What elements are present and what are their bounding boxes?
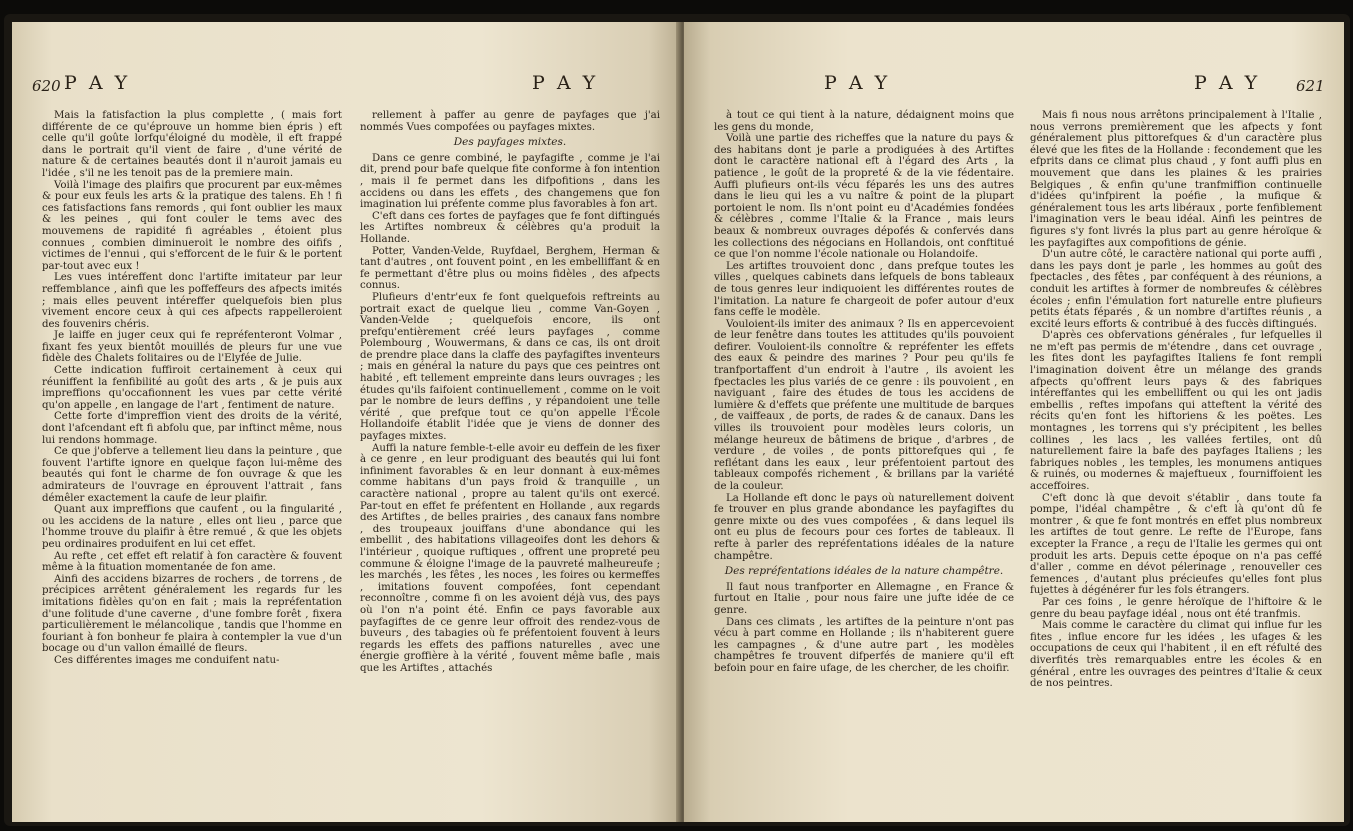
paragraph: Les vues intéreffent donc l'artifte imitateur par leur reffemblance , ainfi que les poffeffeurs des afpects imités ; mais elles peuvent intéreffer quelquefois bien plus vivement encore ceux à qui ces afpects rappelleroient des fouvenirs chéris. bbox=[42, 272, 342, 330]
section-heading: Des payfages mixtes. bbox=[453, 136, 567, 149]
paragraph: Au refte , cet effet eft relatif à fon caractère & fouvent même à la fituation momentanée de fon ame. bbox=[42, 550, 342, 574]
paragraph: Ainfi des accidens bizarres de rochers , de torrens , de précipices arrêtent généralement les regards fur les imitations fidèles qu'on en fait ; mais la repréfentation d'une folitude d'une caverne , d'une fombre forêt , fixera particulièrement le mélancolique , tandis que l'homme en fouriant à fon bonheur fe plaira à contempler la vue d'un bocage ou d'un vallon émaillé de fleurs. bbox=[42, 573, 342, 655]
page-number: 621 bbox=[1296, 77, 1325, 95]
paragraph: Quant aux impreffions que caufent , ou la fingularité , ou les accidens de la nature , elles ont lieu , parce que l'homme trouve du plaifir à être remué , & que les objets peu ordinaires produifent en lui cet effet. bbox=[42, 504, 342, 550]
paragraph: Dans ces climats , les artiftes de la peinture n'ont pas vécu à part comme en Hollande ; ils n'habiterent guere les campagnes , & d'une autre part , les modèles champêtres fe trouvent difperfés de maniere qu'il eft befoin pour en faire ufage, de les chercher, de les choifir. bbox=[714, 616, 1014, 674]
left-page bbox=[12, 22, 682, 822]
paragraph: La Hollande eft donc le pays où naturellement doivent fe trouver en plus grande abondance les payfagiftes du genre mixte ou des vues compofées , & dans lequel ils ont eu plus de fecours pour ces fortes de tableaux. Il refte à parler des repréfentations idéales de la nature champêtre. bbox=[714, 492, 1014, 562]
paragraph: D'un autre côté, le caractère national qui porte auffi , dans les pays dont je parle , les hommes au goût des fpectacles , des fêtes , par conféquent à des réunions, a conduit les artiftes à former de nombreufes & célèbres écoles ; enfin l'émulation fort naturelle entre plufieurs petits états féparés , & un nombre d'artiftes réunis , a excité leurs efforts & contribué à des fuccès diftingués. bbox=[1030, 249, 1322, 330]
text-column-2 bbox=[1030, 110, 1322, 690]
paragraph: Mais fi nous nous arrêtons principalement à l'Italie , nous verrons premièrement que les afpects y font généralement plus pittorefques & d'un caractère plus élevé que les fites de la Hollande : fecondement que les efprits dans ce climat plus chaud , y font auffi plus en mouvement que dans les plaines & les prairies Belgiques , & enfin qu'une tranfmiffion continuelle d'idées qu'infpirent la poéfie , la mufique & généralement tous les arts libéraux , porte fenfiblement l'imagination vers le beau idéal. Ainfi les peintres de figures s'y font livrés la plus part au genre héroïque & les payfagiftes aux compofitions de génie. bbox=[1030, 110, 1322, 249]
paragraph: Cette indication fuffiroit certainement à ceux qui réuniffent la fenfibilité au goût des arts , & je puis aux impreffions qu'occafionnent les vues par cette vérité qu'on appelle , en langage de l'art , fentiment de nature. bbox=[42, 365, 342, 411]
paragraph: Je laiffe en juger ceux qui fe repréfenteront Volmar , fixant fes yeux bientôt mouillés de pleurs fur une vue fidèle des Chalets folitaires ou de l'Elyfée de Julie. bbox=[42, 330, 342, 365]
page-number: 620 bbox=[32, 77, 61, 95]
paragraph: Ce que j'obferve a tellement lieu dans la peinture , que fouvent l'artifte ignore en quelque façon lui-même des beautés qui font le charme de fon ouvrage & que les admirateurs de l'ouvrage en éprouvent l'attrait , fans démêler exactement la caufe de leur plaifir. bbox=[42, 446, 342, 504]
paragraph: Voilà une partie des richeffes que la nature du pays & des habitans dont je parle a prodiguées à des Artiftes dont le caractère national eft à l'égard des Arts , la patience , le goût de la propreté & de la vie fédentaire. Auffi plufieurs ont-ils vécu féparés les uns des autres dans le lieu qui les a vu naître & point de la plupart portoient le nom. Ils n'ont point eu d'Académies fondées & célèbres , comme l'Italie & la France , mais leurs beaux & nombreux ouvrages dépofés & confervés dans les collections des négocians en Hollandois, ont conftitué ce que l'on nomme l'école nationale ou Holandoife. bbox=[714, 133, 1014, 261]
paragraph: Par ces foins , le genre héroïque de l'hiftoire & le genre du beau payfage idéal , nous ont été tranfmis. bbox=[1030, 596, 1322, 620]
paragraph: D'après ces obfervations générales , fur lefquelles il ne m'eft pas permis de m'étendre , dans cet ouvrage , les fites dont les payfagiftes Italiens fe font rempli l'imagination doivent être un mélange des grands afpects qu'offrent leurs pays & des fabriques intéreffantes qui les embelliffent ou qui les ont jadis embellis , reftes impofans qui atteftent la vérité des récits qu'en font les hiftoriens & les poëtes. Les montagnes , les torrens qui s'y précipitent , les belles collines , les lacs , les vallées fertiles, ont dû naturellement faire la bafe des payfages Italiens ; les fabriques nobles , les temples, les monumens antiques & ruinés, ou modernes & majeftueux , fourniffoient les acceffoires. bbox=[1030, 330, 1322, 492]
running-head: P A Y bbox=[64, 72, 131, 94]
paragraph: Ces différentes images me conduifent natu- bbox=[54, 654, 280, 666]
paragraph: Il faut nous tranfporter en Allemagne , en France & furtout en Italie , pour nous faire une jufte idée de ce genre. bbox=[714, 581, 1014, 616]
book-spread bbox=[4, 14, 1350, 826]
paragraph: Auffi la nature femble-t-elle avoir eu deffein de les fixer à ce genre , en leur prodiguant des beautés qui lui font infiniment favorables & en leur donnant à eux-mêmes comme habitans d'un pays froid & tranquille , un caractère national , propre au talent qu'ils ont exercé. Par-tout en effet fe préfentent en Hollande , aux regards des Artiftes , de belles prairies , des canaux fans nombre , des troupeaux jouiffans d'une abondance qui les embellit , des habitations villageoifes dont les dehors & l'intérieur , quoique ruftiques , offrent une propreté peu commune & éloigne l'image de la pauvreté malheureufe ; les marchés , les fêtes , les noces , les foires ou kermeffes , imitations fouvent compofées, font cependant reconnoître , comme fi on les avoient déjà vus, des pays où l'on n'a point été. Enfin ce pays favorable aux payfagiftes de ce genre leur offroit des rendez-vous de buveurs , des tabagies où fe préfentoient fouvent à leurs regards les effets des paffions naturelles , avec une énergie groffière à la vérité , fouvent même bafle , mais que les Artiftes , attachés bbox=[360, 442, 660, 674]
section-heading: Des repréfentations idéales de la nature champêtre. bbox=[724, 565, 1004, 578]
paragraph: Vouloient-ils imiter des animaux ? Ils en appercevoient de leur fenêtre dans toutes les attitudes qu'ils pouvoient defirer. Vouloient-ils connoître & repréfenter les effets des eaux & peindre des marines ? Pour peu qu'ils fe tranfportaffent d'un endroit à l'autre , ils avoient les fpectacles les plus variés de ce genre : ils pouvoient , en naviguant , faire des études de tous les accidens de lumière & d'effets que préfente une multitude de barques , de vaiffeaux , de ports, de rades & de canaux. Dans les villes ils trouvoient pour modèles leurs coloris, un mélange heureux de bâtimens de brique , d'arbres , de verdure , de voiles , de ponts pittorefques qui , fe reflétant dans les eaux , leur préfentoient partout des tableaux compofés richement , & brillans par la variété de la couleur. bbox=[714, 318, 1014, 492]
running-head: P A Y bbox=[824, 72, 891, 94]
text-column-1 bbox=[714, 110, 1014, 675]
paragraph: Plufieurs d'entr'eux fe font quelquefois reftreints au portrait exact de quelque lieu , comme Van-Goyen , Vanden-Velde ; quelquefois encore, ils ont prefqu'entièrement créé leurs payfages , comme Polembourg , Wouwermans, & dans ce cas, ils ont droit de prendre place dans la claffe des payfagiftes inventeurs ; mais en général la nature du pays que ces peintres ont habité , eft tellement empreinte dans leurs ouvrages ; les études qu'ils faifoient continuellement , comme on le voit par le nombre de leurs deffins , y répandoient une telle vérité , que prefque tout ce qu'on appelle l'École Hollandoife établit l'idée que je viens de donner des payfages mixtes. bbox=[360, 291, 660, 443]
running-head: P A Y bbox=[532, 72, 599, 94]
paragraph: Voilà l'image des plaifirs que procurent par eux-mêmes & pour eux feuls les arts & la pratique des talens. Eh ! fi ces fatisfactions fans remords , qui font oublier les maux & les peines , qui font couler le tems avec des mouvemens de rapidité fi agréables , étoient plus connues , combien diminueroit le nombre des oififs , victimes de l'ennui , qui s'efforcent de le fuir & le portent par-tout avec eux ! bbox=[42, 179, 342, 272]
text-column-2 bbox=[360, 110, 660, 675]
paragraph: Dans ce genre combiné, le payfagifte , comme je l'ai dit, prend pour bafe quelque fite conforme à fon intention , mais il fe permet dans les difpofitions , dans les accidens ou dans les effets , des changemens que fon imagination lui préfente comme plus favorables à fon art. bbox=[360, 152, 660, 211]
paragraph: Mais comme le caractère du climat qui influe fur les fites , influe encore fur les idées , les ufages & les occupations de ceux qui l'habitent , il en eft réfulté des diverfités très remarquables entre les écoles & en général , entre les ouvrages des peintres d'Italie & ceux de nos peintres. bbox=[1030, 620, 1322, 690]
running-head: P A Y bbox=[1194, 72, 1261, 94]
right-page bbox=[684, 22, 1344, 822]
paragraph: rellement à paffer au genre de payfages que j'ai nommés Vues compofées ou payfages mixtes. bbox=[360, 110, 660, 133]
paragraph: Mais la fatisfaction la plus complette , ( mais fort différente de ce qu'éprouve un homme bien épris ) eft celle qu'il goûte lorfqu'éloigné du modèle, il eft frappé dans le portrait qu'il vient de faire , d'une vérité de nature & de certaines beautés dont il n'auroit jamais eu l'idée , s'il ne les tenoit pas de la premiere main. bbox=[42, 110, 342, 179]
paragraph: C'eft dans ces fortes de payfages que fe font diftingués les Artiftes nombreux & célèbres qu'a produit la Hollande. bbox=[360, 210, 660, 245]
text-column-1 bbox=[42, 110, 342, 667]
paragraph: Les artiftes trouvoient donc , dans prefque toutes les villes , quelques cabinets dans lefquels de bons tableaux de tous genres leur indiquoient les différentes routes de l'imitation. La nature fe chargeoit de pofer autour d'eux fans ceffe le modèle. bbox=[714, 260, 1014, 319]
paragraph: C'eft donc là que devoit s'établir , dans toute fa pompe, l'idéal champêtre , & c'eft là qu'ont dû fe montrer , & que fe font montrés en effet plus nombreux les artiftes de tout genre. Le refte de l'Europe, fans excepter la France , a reçu de l'Italie les germes qui ont produit les arts. Depuis cette époque on n'a pas ceffé d'aller , comme en dévot pélerinage , renouveller ces femences , d'autant plus précieufes qu'elles font plus fujettes à dégénérer fur les fols étrangers. bbox=[1030, 492, 1322, 597]
paragraph: Cette forte d'impreffion vient des droits de la vérité, dont l'afcendant eft fi abfolu que, par inftinct même, nous lui rendons hommage. bbox=[42, 411, 342, 446]
paragraph: Potter, Vanden-Velde, Ruyfdael, Berghem, Herman & tant d'autres , ont fouvent point , en les embelliffant & en fe permettant d'être plus ou moins fidèles , des afpects connus. bbox=[360, 245, 660, 292]
paragraph: à tout ce qui tient à la nature, dédaignent moins que les gens du monde, bbox=[714, 110, 1014, 133]
